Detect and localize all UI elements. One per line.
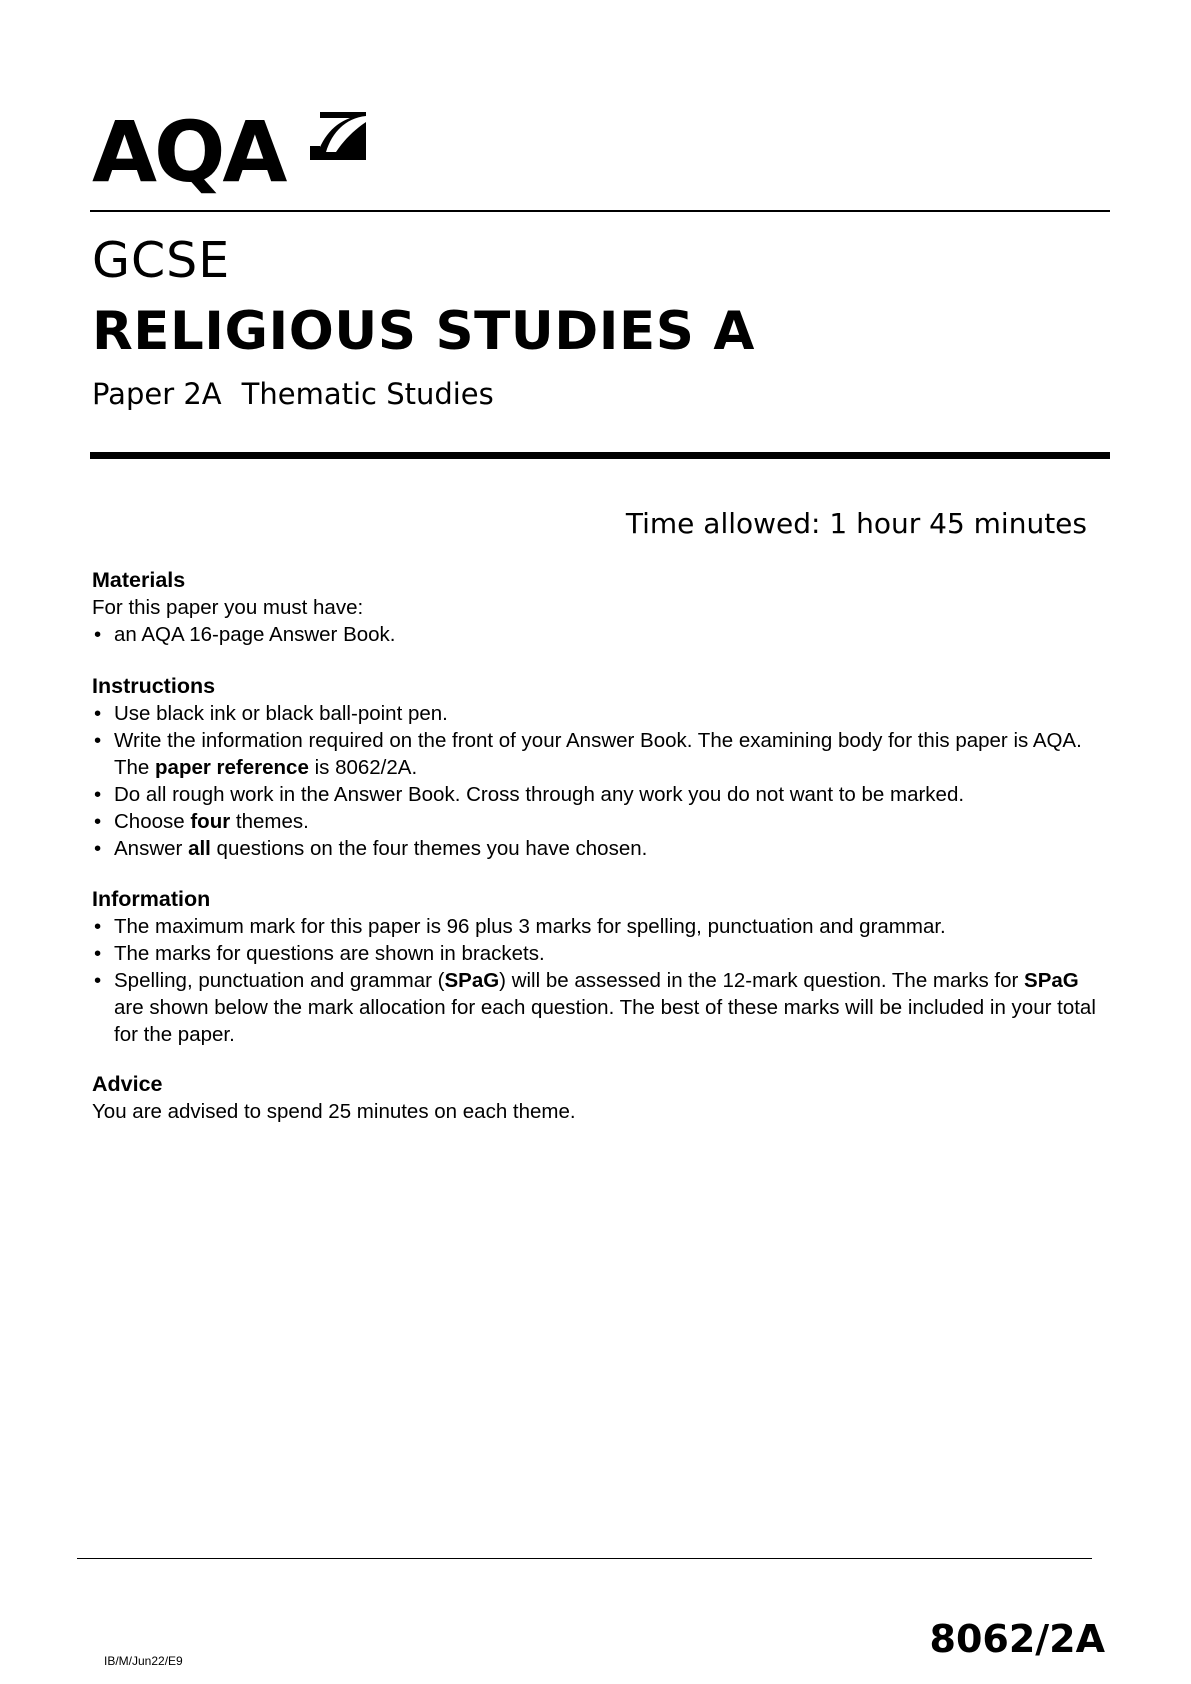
aqa-logo	[92, 100, 362, 200]
paper-code: 8062/2A	[929, 1617, 1105, 1661]
instructions-section	[92, 673, 1102, 862]
list-item: • Do all rough work in the Answer Book. Cross through any work you do not want to be marked.	[92, 781, 1102, 808]
information-list	[92, 913, 1102, 1048]
list-item: • The marks for questions are shown in brackets.	[92, 940, 1102, 967]
materials-list	[92, 621, 1102, 648]
logo-text: AQA	[92, 103, 285, 201]
footer-reference: IB/M/Jun22/E9	[104, 1654, 183, 1668]
advice-section	[92, 1071, 1102, 1125]
materials-heading: Materials	[92, 568, 186, 592]
qualification-title: GCSE	[92, 232, 231, 289]
list-item: • The maximum mark for this paper is 96 plus 3 marks for spelling, punctuation and grammar.	[92, 913, 1102, 940]
header-divider	[90, 210, 1110, 212]
list-item: • Answer all questions on the four themes you have chosen.	[92, 835, 1102, 862]
time-allowed: Time allowed: 1 hour 45 minutes	[625, 507, 1087, 540]
advice-text: You are advised to spend 25 minutes on each theme.	[92, 1100, 576, 1123]
aqa-leaf-mark-icon	[306, 106, 368, 166]
materials-intro: For this paper you must have:	[92, 596, 364, 619]
footer-divider	[77, 1558, 1092, 1559]
subject-title: RELIGIOUS STUDIES A	[92, 301, 755, 362]
paper-number: Paper 2A	[92, 377, 222, 411]
information-heading: Information	[92, 887, 211, 911]
list-item: • Choose four themes.	[92, 808, 1102, 835]
list-item: • Spelling, punctuation and grammar (SPaG) will be assessed in the 12-mark question. The marks for SPaG are shown below the mark allocation for each question. The best of these marks will be included in your total for the paper.	[92, 967, 1102, 1048]
advice-heading: Advice	[92, 1072, 163, 1096]
title-divider	[90, 452, 1110, 459]
instructions-heading: Instructions	[92, 674, 216, 698]
instructions-list	[92, 700, 1102, 862]
information-section	[92, 886, 1102, 1048]
paper-line	[92, 377, 514, 411]
materials-section	[92, 567, 1102, 648]
list-item: • Use black ink or black ball-point pen.	[92, 700, 1102, 727]
paper-title: Thematic Studies	[241, 377, 494, 411]
list-item: • Write the information required on the front of your Answer Book. The examining body for this paper is AQA. The paper reference is 8062/2A.	[92, 727, 1102, 781]
list-item: • an AQA 16-page Answer Book.	[92, 621, 1102, 648]
